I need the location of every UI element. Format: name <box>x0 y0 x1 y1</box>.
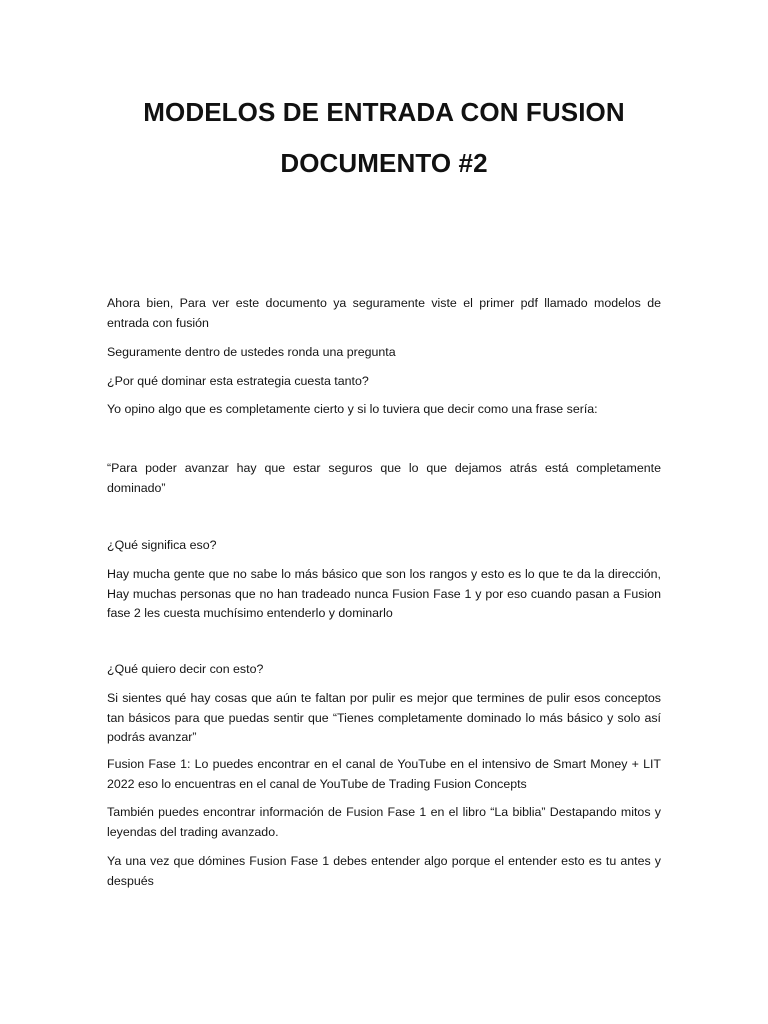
document-title: MODELOS DE ENTRADA CON FUSION <box>143 97 625 127</box>
paragraph-fase1-book: También puedes encontrar información de Fusion Fase 1 en el libro “La biblia” Destapando mitos y leyendas del trading avanzado. <box>107 805 661 839</box>
paragraph-closing: Ya una vez que dómines Fusion Fase 1 debes entender algo porque el entender esto es tu antes y después <box>107 854 661 888</box>
paragraph-explanation: Hay mucha gente que no sabe lo más básico que son los rangos y esto es lo que te da la dirección, Hay muchas personas que no han tradeado nunca Fusion Fase 1 y por eso cuando pasan a Fusion fase 2 les cuesta muchísimo entenderlo y dominarlo <box>107 567 661 620</box>
paragraph-advice: Si sientes qué hay cosas que aún te faltan por pulir es mejor que termines de pulir esos conceptos tan básicos para que puedas sentir que “Tienes completamente dominado lo más básico y solo así podrás avanzar” <box>107 691 661 744</box>
paragraph-question: ¿Por qué dominar esta estrategia cuesta tanto? <box>107 374 369 388</box>
paragraph-intro: Ahora bien, Para ver este documento ya seguramente viste el primer pdf llamado modelos de entrada con fusión <box>107 296 661 330</box>
paragraph-opinion: Yo opino algo que es completamente cierto y si lo tuviera que decir como una frase sería: <box>107 402 598 416</box>
paragraph-question-intro: Seguramente dentro de ustedes ronda una pregunta <box>107 345 396 359</box>
paragraph-fase1-youtube: Fusion Fase 1: Lo puedes encontrar en el canal de YouTube en el intensivo de Smart Money + LIT 2022 eso lo encuentras en el canal de YouTube de Trading Fusion Concepts <box>107 757 661 791</box>
paragraph-what-means: ¿Qué significa eso? <box>107 538 217 552</box>
paragraph-quote: “Para poder avanzar hay que estar seguros que lo que dejamos atrás está completamente dominado” <box>107 461 661 495</box>
document-subtitle: DOCUMENTO #2 <box>280 148 488 178</box>
paragraph-what-mean-this: ¿Qué quiero decir con esto? <box>107 662 264 676</box>
